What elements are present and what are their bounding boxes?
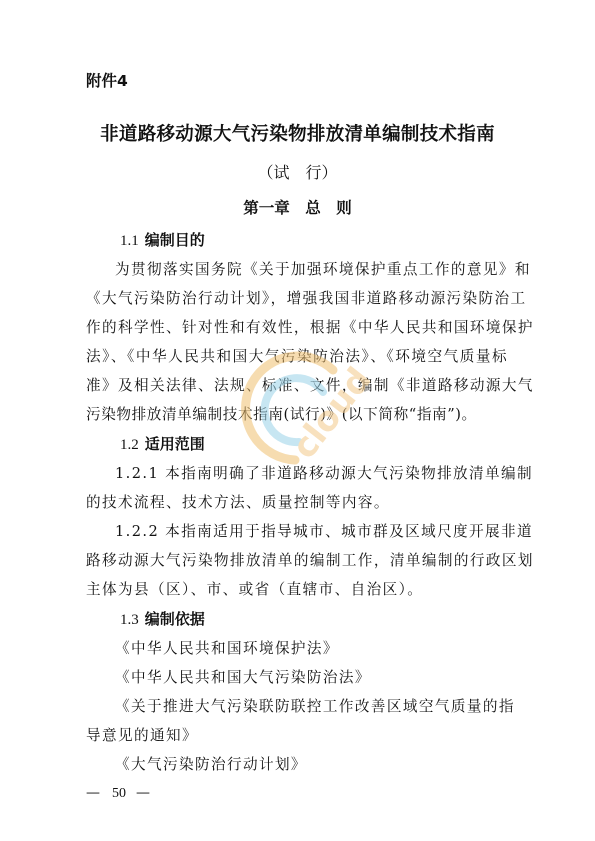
paragraph-line: 污染物排放清单编制技术指南(试行)》(以下简称“指南”)。 [86, 406, 477, 423]
paragraph-line: 为贯彻落实国务院《关于加强环境保护重点工作的意见》和 [115, 261, 531, 278]
paragraph-line: 1.2.1 本指南明确了非道路移动源大气污染物排放清单编制 [115, 465, 534, 482]
watermark-text: cloud [284, 360, 380, 467]
paragraph-line: 主体为县（区）、市、或省（直辖市、自治区）。 [86, 581, 424, 598]
page-number: 50 [112, 786, 126, 801]
section-label: 适用范围 [144, 435, 205, 453]
paragraph-line: 法》、《中华人民共和国大气污染防治法》、《环境空气质量标 [86, 348, 508, 365]
paragraph-line: 作的科学性、针对性和有效性，根据《中华人民共和国环境保护 [86, 319, 534, 336]
reference-item: 《中华人民共和国环境保护法》 [115, 640, 339, 657]
page-footer [86, 785, 152, 802]
attachment-label: 附件4 [86, 72, 128, 90]
document-title: 非道路移动源大气污染物排放清单编制技术指南 [100, 124, 495, 145]
paragraph-line: 路移动源大气污染物排放清单的编制工作，清单编制的行政区划 [86, 552, 534, 569]
section-heading-1-3 [120, 608, 205, 629]
section-number: 1.3 [120, 612, 139, 628]
paragraph-line: 的技术流程、技术方法、质量控制等内容。 [86, 494, 390, 511]
section-heading-1-1 [120, 229, 205, 250]
chapter-heading: 第一章 总 则 [243, 199, 352, 217]
footer-dash-right: — [136, 785, 152, 801]
paragraph-line: 1.2.2 本指南适用于指导城市、城市群及区域尺度开展非道 [115, 523, 534, 540]
section-label: 编制目的 [144, 231, 205, 249]
reference-item: 《关于推进大气污染联防联控工作改善区域空气质量的指 [115, 698, 515, 715]
paragraph-line: 准》及相关法律、法规、标准、文件，编制《非道路移动源大气 [86, 377, 534, 394]
reference-item: 《中华人民共和国大气污染防治法》 [115, 669, 371, 686]
section-heading-1-2 [120, 433, 205, 454]
section-label: 编制依据 [144, 610, 205, 628]
reference-item: 导意见的通知》 [86, 727, 198, 744]
footer-dash-left: — [86, 785, 102, 801]
reference-item: 《大气污染防治行动计划》 [115, 756, 307, 773]
section-number: 1.1 [120, 233, 139, 249]
document-subtitle: （试 行） [257, 163, 338, 182]
section-number: 1.2 [120, 437, 139, 453]
paragraph-line: 《大气污染防治行动计划》，增强我国非道路移动源污染防治工 [86, 290, 527, 307]
cloud-watermark-logo [215, 330, 395, 480]
